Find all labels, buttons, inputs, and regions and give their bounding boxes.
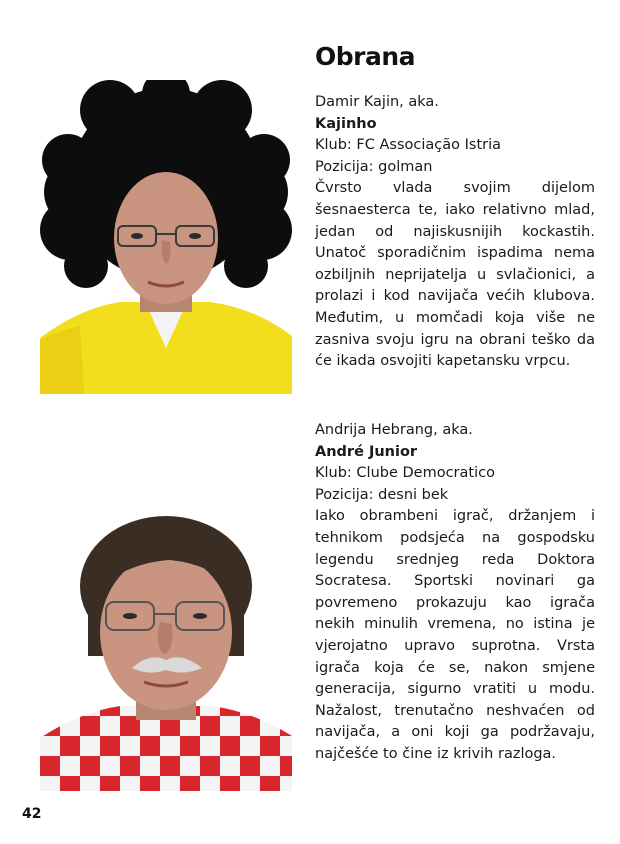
player-photo-andre-junior [40, 516, 292, 791]
player-club: Klub: FC Associação Istria [315, 137, 502, 154]
player-nickname: André Junior [315, 443, 418, 460]
player-photo-kajinho [40, 80, 292, 394]
player-entry-andre-junior [315, 420, 595, 766]
player-entry-kajinho [315, 92, 595, 373]
player-position: Pozicija: desni bek [315, 486, 449, 503]
player-bio: Iako obrambeni igrač, držanjem i tehnikom podsjeća na gospodsku legendu srednjeg reda Doktora Socratesa. Sportski novinari ga povremeno prokazuju kao igrača nekih minulih vremena, no istina je vjerojatno upravo suprotna. Vrsta igrača koja će se, nakon smjene generacija, sigurno vratiti u modu. Nažalost, trenutačno neshvaćen od navijača, a oni koji ga podržavaju, najčešće to čine iz krivih razloga. [315, 508, 595, 762]
page-number: 42 [22, 806, 42, 822]
player-club: Klub: Clube Democratico [315, 465, 495, 482]
player-alias-line: Andrija Hebrang, aka. [315, 422, 473, 438]
section-title: Obrana [315, 42, 416, 71]
player-bio: Čvrsto vlada svojim dijelom šesnaesterca te, iako relativno mlad, jedan od najiskusnijih kockastih. Unatoč sporadičnim ispadima nema ozbiljnih neprijatelja u svlačionici, a prolazi i kod navijača većih klubova. Međutim, u momčadi koja više ne zasniva svoju igru na obrani teško da će ikada osvojiti kapetansku vrpcu. [315, 180, 595, 370]
player-nickname: Kajinho [315, 115, 377, 132]
player-alias-line: Damir Kajin, aka. [315, 94, 439, 110]
player-position: Pozicija: golman [315, 158, 433, 175]
